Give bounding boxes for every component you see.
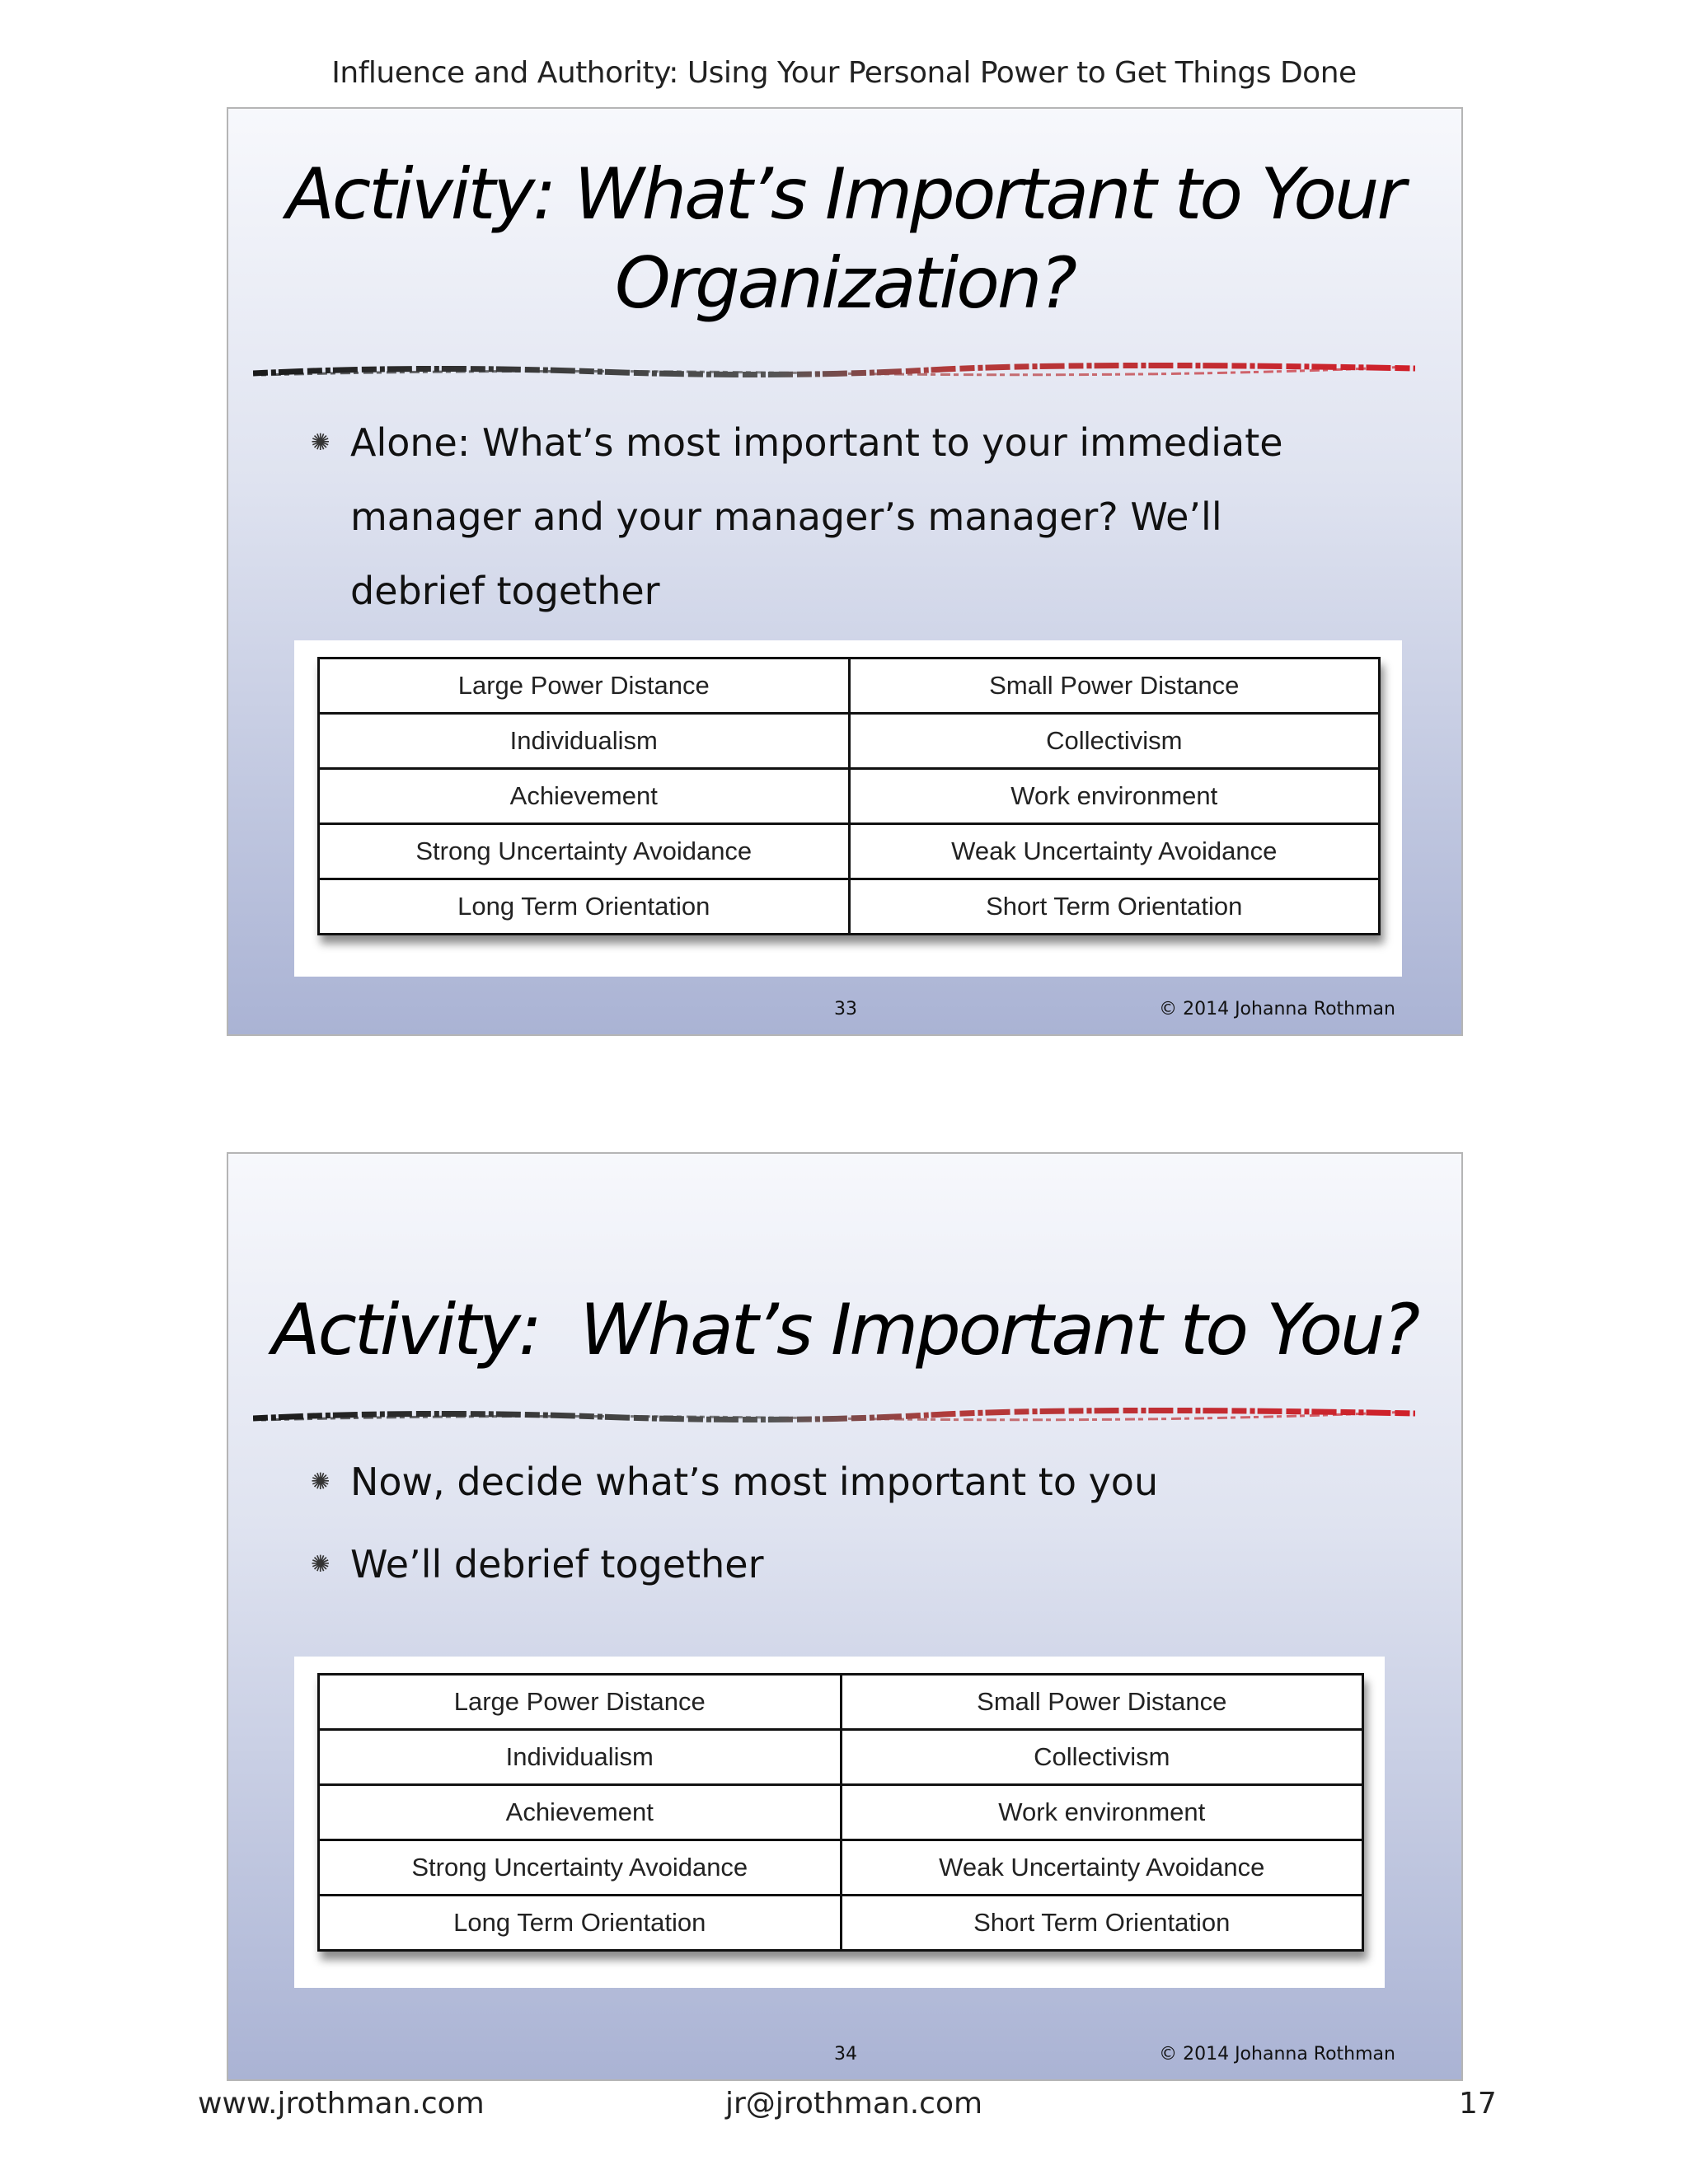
table-cell: Small Power Distance bbox=[841, 1675, 1363, 1730]
table-cell: Long Term Orientation bbox=[319, 1896, 842, 1951]
table-cell: Weak Uncertainty Avoidance bbox=[849, 824, 1380, 879]
bullet-text: We’ll debrief together bbox=[350, 1542, 764, 1586]
table-cell: Strong Uncertainty Avoidance bbox=[319, 824, 850, 879]
table-row bbox=[319, 1730, 1363, 1785]
table-cell: Work environment bbox=[841, 1785, 1363, 1840]
asterisk-bullet-icon: ✺ bbox=[311, 1550, 331, 1577]
table-row bbox=[319, 1675, 1363, 1730]
dimensions-table-container bbox=[294, 640, 1402, 977]
table-row bbox=[319, 769, 1380, 824]
table-cell: Weak Uncertainty Avoidance bbox=[841, 1840, 1363, 1896]
table-cell: Individualism bbox=[319, 714, 850, 769]
bullet-text: Now, decide what’s most important to you bbox=[350, 1460, 1159, 1504]
slide-title-line-2: Organization? bbox=[615, 242, 1075, 325]
copyright: © 2014 Johanna Rothman bbox=[1159, 999, 1395, 1019]
copyright: © 2014 Johanna Rothman bbox=[1159, 2044, 1395, 2064]
bullet-list bbox=[311, 405, 1305, 628]
asterisk-bullet-icon: ✺ bbox=[311, 429, 331, 456]
table-row bbox=[319, 1896, 1363, 1951]
table-cell: Small Power Distance bbox=[849, 658, 1380, 714]
table-cell: Collectivism bbox=[841, 1730, 1363, 1785]
table-row bbox=[319, 824, 1380, 879]
table-cell: Work environment bbox=[849, 769, 1380, 824]
bullet-item bbox=[311, 405, 1305, 628]
slide-title bbox=[228, 1286, 1461, 1375]
footer-website: www.jrothman.com bbox=[198, 2087, 485, 2121]
table-cell: Large Power Distance bbox=[319, 658, 850, 714]
table-row bbox=[319, 714, 1380, 769]
page-header: Influence and Authority: Using Your Personal Power to Get Things Done bbox=[331, 56, 1357, 90]
table-cell: Short Term Orientation bbox=[849, 879, 1380, 935]
table-cell: Achievement bbox=[319, 769, 850, 824]
footer-email: jr@jrothman.com bbox=[725, 2087, 983, 2121]
table-cell: Collectivism bbox=[849, 714, 1380, 769]
table-row bbox=[319, 879, 1380, 935]
table-cell: Individualism bbox=[319, 1730, 842, 1785]
brush-stroke-divider bbox=[253, 1405, 1415, 1428]
bullet-item bbox=[311, 1523, 1305, 1605]
table-row bbox=[319, 658, 1380, 714]
table-row bbox=[319, 1785, 1363, 1840]
slide-number: 33 bbox=[834, 999, 857, 1019]
cultural-dimensions-table bbox=[317, 1673, 1364, 1952]
bullet-text: Alone: What’s most important to your immediate manager and your manager’s manager? We’ll debrief together bbox=[350, 420, 1283, 613]
dimensions-table-container bbox=[294, 1657, 1385, 1988]
table-cell: Achievement bbox=[319, 1785, 842, 1840]
table-cell: Long Term Orientation bbox=[319, 879, 850, 935]
bullet-item bbox=[311, 1441, 1305, 1523]
bullet-list bbox=[311, 1441, 1305, 1605]
cultural-dimensions-table bbox=[317, 657, 1381, 935]
table-cell: Short Term Orientation bbox=[841, 1896, 1363, 1951]
table-row bbox=[319, 1840, 1363, 1896]
slide-title-line-1: Activity: What’s Important to Your bbox=[286, 153, 1404, 236]
asterisk-bullet-icon: ✺ bbox=[311, 1468, 331, 1495]
slide-33 bbox=[227, 107, 1463, 1036]
table-cell: Strong Uncertainty Avoidance bbox=[319, 1840, 842, 1896]
brush-stroke-divider bbox=[253, 360, 1415, 383]
table-cell: Large Power Distance bbox=[319, 1675, 842, 1730]
slide-34 bbox=[227, 1152, 1463, 2081]
footer-page-number: 17 bbox=[1459, 2087, 1497, 2121]
slide-title bbox=[228, 150, 1461, 328]
slide-title-line-1: Activity: What’s Important to You? bbox=[271, 1289, 1418, 1371]
slide-number: 34 bbox=[834, 2044, 857, 2064]
